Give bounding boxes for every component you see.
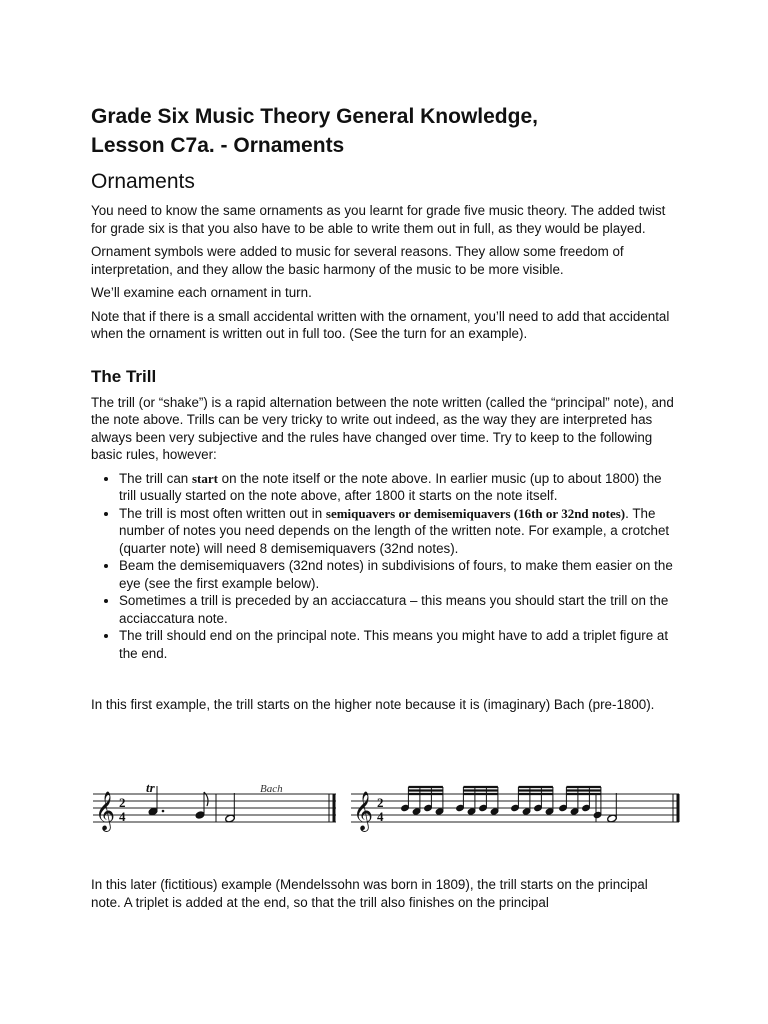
title-line-2: Lesson C7a. - Ornaments <box>91 134 345 157</box>
page-title <box>91 102 681 160</box>
bullet-emphasis: start <box>191 470 218 486</box>
demisemiquaver-group <box>401 787 602 819</box>
example-2-paragraph: In this later (fictitious) example (Mendelssohn was born in 1809), the trill starts on the principal note. A triplet is added at the end, so that the trill also finishes on the principal <box>91 877 648 910</box>
time-signature-top: 2 <box>377 795 384 810</box>
trill-heading: The Trill <box>91 366 157 386</box>
list-item: • Beam the demisemiquavers (32nd notes) in subdivisions of fours, to make them easier on the eye (see the first example below). <box>119 557 681 592</box>
treble-clef-icon: 𝄞 <box>353 791 374 831</box>
trill-intro-paragraph: The trill (or “shake”) is a rapid alternation between the note written (called the “principal” note), and the note above. Trills can be very tricky to write out indeed, as the way they are interpreted has always been very subjective and the rules have changed over time. Try to keep to the following basic rules, however: <box>91 394 674 462</box>
example-1-paragraph: In this first example, the trill starts on the higher note because it is (imaginary) Bach (pre-1800). <box>91 697 655 712</box>
treble-clef-icon: 𝄞 <box>95 791 116 831</box>
intro-paragraph-2: Ornament symbols were added to music for several reasons. They allow some freedom of interpretation, and they allow the basic harmony of the music to be more visible. <box>91 244 624 277</box>
time-signature-top: 2 <box>119 795 126 810</box>
intro-paragraph-3: We’ll examine each ornament in turn. <box>91 285 312 300</box>
bullet-emphasis: semiquavers or demisemiquavers (16th or 32nd notes) <box>325 505 626 521</box>
bullet-text: The trill is most often written out in <box>119 505 326 521</box>
trill-music-example <box>93 780 687 840</box>
bullet-text: . The number of notes you need depends on the length of the written note. For example, a crotchet (quarter note) will need 8 demisemiquavers (32nd notes). <box>119 505 670 556</box>
list-item: • Sometimes a trill is preceded by an acciaccatura – this means you should start the trill on the acciaccatura note. <box>119 592 681 627</box>
document-body <box>91 102 681 720</box>
list-item <box>119 505 681 558</box>
note-head <box>148 807 158 816</box>
bullet-text: The trill can <box>119 470 192 486</box>
section-heading-ornaments: Ornaments <box>91 170 195 193</box>
intro-paragraph-1: You need to know the same ornaments as you learnt for grade five music theory. The added twist for grade six is that you also have to be able to write them out in full, as they would be played. <box>91 203 666 236</box>
time-signature-bottom: 4 <box>119 809 126 824</box>
trill-rules-list <box>91 470 681 663</box>
list-item: • The trill should end on the principal note. This means you might have to add a triplet figure at the end. <box>119 627 681 662</box>
list-item <box>119 470 681 505</box>
dot <box>162 810 165 813</box>
time-signature-bottom: 4 <box>377 809 384 824</box>
composer-label: Bach <box>260 783 283 795</box>
intro-paragraph-4: Note that if there is a small accidental written with the ornament, you’ll need to add that accidental when the ornament is written out in full too. (See the turn for an example). <box>91 308 670 341</box>
bullet-text: on the note itself or the note above. In earlier music (up to about 1800) the trill usually started on the note above, after 1800 it starts on the note itself. <box>119 470 662 503</box>
note-head <box>195 811 205 820</box>
title-line-1: Grade Six Music Theory General Knowledge, <box>91 105 538 128</box>
trill-sign-icon: tr <box>146 780 155 795</box>
